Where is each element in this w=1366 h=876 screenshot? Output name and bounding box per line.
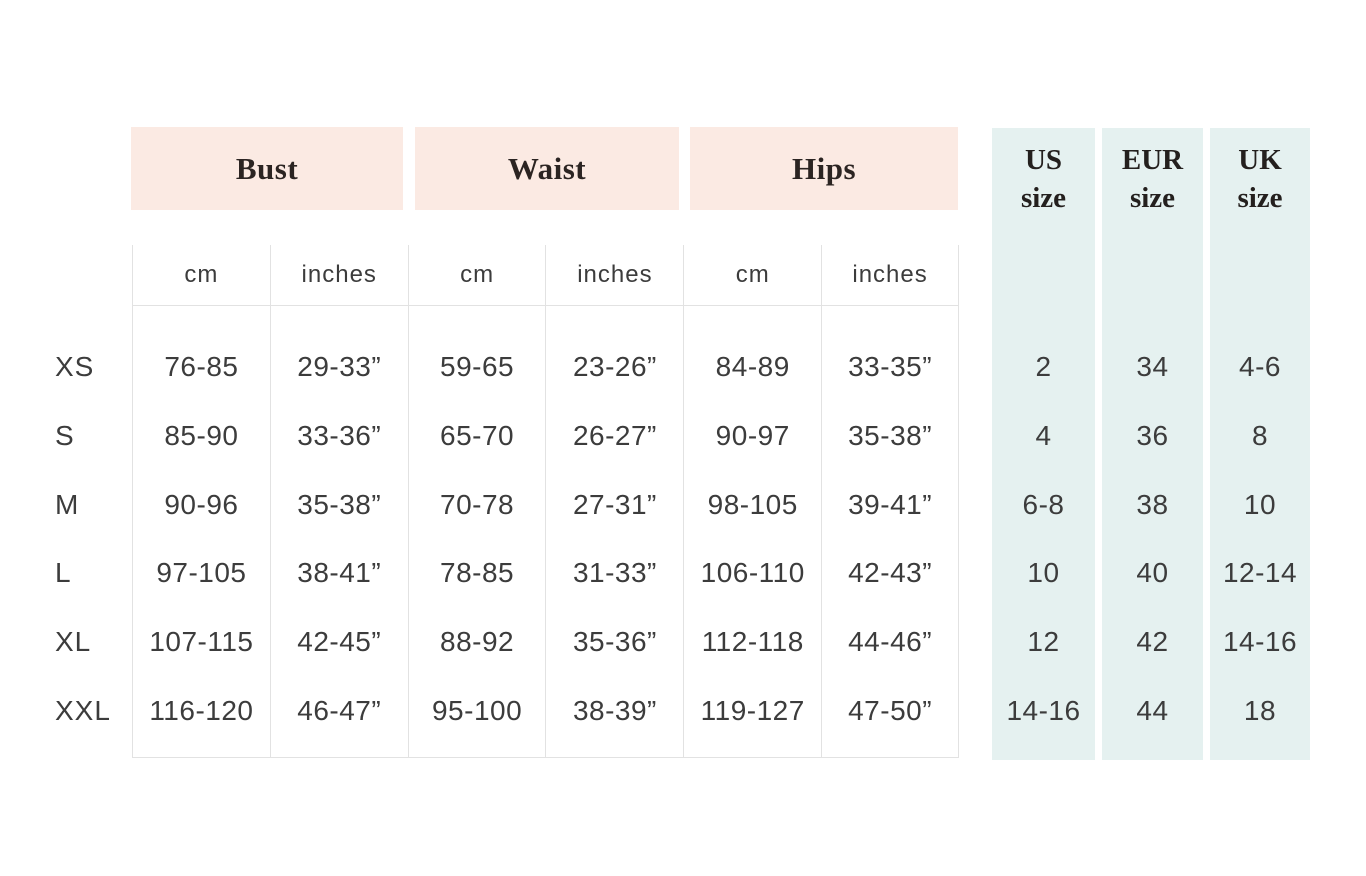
unit-header: inches	[271, 245, 408, 306]
table-cell: 42-43”	[848, 557, 933, 589]
table-cell: 10	[1243, 488, 1277, 520]
size-column-header-eur	[1102, 128, 1203, 217]
size-column-eur	[1102, 128, 1203, 760]
size-column-values-us	[992, 333, 1095, 745]
size-column-header-line1: EUR	[1121, 144, 1184, 176]
table-cell: 12-14	[1222, 557, 1298, 589]
table-cell: 42	[1136, 626, 1169, 658]
size-column-uk	[1210, 128, 1310, 760]
table-cell: 38	[1136, 488, 1169, 520]
group-header-hips: Hips	[690, 127, 958, 210]
table-cell: 84-89	[715, 351, 790, 383]
table-cell: 90-97	[715, 420, 790, 452]
table-cell: 88-92	[440, 626, 515, 658]
size-column-header-line1: US	[1024, 144, 1063, 176]
size-column-values-uk	[1210, 333, 1310, 745]
unit-header: cm	[409, 245, 546, 306]
unit-header: cm	[133, 245, 270, 306]
column-bust-cm	[132, 245, 270, 757]
table-cell: 38-39”	[572, 694, 657, 726]
table-cell: 8	[1251, 420, 1269, 452]
table-cell: 35-38”	[297, 488, 382, 520]
size-label-m: M	[55, 488, 80, 520]
table-cell: 31-33”	[572, 557, 657, 589]
size-column-header-line2: size	[1129, 182, 1176, 214]
table-cell: 85-90	[164, 420, 239, 452]
group-header-waist: Waist	[415, 127, 679, 210]
size-label-column	[55, 333, 131, 745]
size-label-l: L	[55, 557, 72, 589]
column-hips-inches	[821, 245, 959, 757]
table-cell: 4	[1035, 420, 1052, 452]
group-header-bust: Bust	[131, 127, 403, 210]
table-cell: 35-36”	[572, 626, 657, 658]
unit-header: inches	[822, 245, 958, 306]
table-cell: 39-41”	[848, 488, 933, 520]
size-column-values-eur	[1102, 333, 1203, 745]
table-cell: 95-100	[431, 694, 523, 726]
table-cell: 26-27”	[572, 420, 657, 452]
size-label-xl: XL	[55, 626, 92, 658]
table-cell: 14-16	[1006, 694, 1081, 726]
table-cell: 42-45”	[297, 626, 382, 658]
table-cell: 36	[1136, 420, 1169, 452]
size-column-header-us	[992, 128, 1095, 217]
unit-header: inches	[546, 245, 683, 306]
table-cell: 23-26”	[572, 351, 657, 383]
size-label-xxl: XXL	[55, 694, 111, 726]
table-cell: 112-118	[701, 626, 804, 658]
table-cell: 116-120	[149, 694, 254, 726]
table-cell: 33-36”	[297, 420, 382, 452]
column-hips-cm	[683, 245, 821, 757]
table-cell: 4-6	[1239, 351, 1281, 383]
table-cell: 10	[1027, 557, 1060, 589]
column-waist-inches	[545, 245, 683, 757]
table-cell: 38-41”	[297, 557, 382, 589]
table-cell: 90-96	[164, 488, 239, 520]
table-cell: 6-8	[1022, 488, 1065, 520]
column-bust-inches	[270, 245, 408, 757]
size-column-header-line2: size	[1237, 182, 1283, 214]
table-cell: 35-38”	[848, 420, 933, 452]
table-cell: 78-85	[440, 557, 515, 589]
table-cell: 44-46”	[848, 626, 933, 658]
table-cell: 34	[1136, 351, 1169, 383]
table-cell: 47-50”	[848, 694, 933, 726]
table-cell: 14-16	[1222, 626, 1298, 658]
table-cell: 59-65	[440, 351, 515, 383]
table-cell: 106-110	[700, 557, 805, 589]
table-cell: 119-127	[700, 694, 805, 726]
table-cell: 27-31”	[572, 488, 657, 520]
table-cell: 46-47”	[297, 694, 382, 726]
size-column-header-line1: UK	[1238, 144, 1282, 176]
table-cell: 2	[1035, 351, 1052, 383]
table-cell: 107-115	[149, 626, 254, 658]
table-cell: 18	[1243, 694, 1277, 726]
size-column-header-uk	[1210, 128, 1310, 217]
column-waist-cm	[408, 245, 546, 757]
table-cell: 12	[1027, 626, 1060, 658]
size-label-s: S	[55, 420, 75, 452]
size-label-xs: XS	[55, 351, 95, 383]
table-cell: 40	[1136, 557, 1169, 589]
table-cell: 33-35”	[848, 351, 933, 383]
table-cell: 97-105	[156, 557, 247, 589]
size-column-us	[992, 128, 1095, 760]
table-cell: 70-78	[440, 488, 515, 520]
table-cell: 98-105	[707, 488, 798, 520]
table-cell: 29-33”	[297, 351, 382, 383]
table-cell: 65-70	[440, 420, 515, 452]
table-cell: 44	[1136, 694, 1169, 726]
measurement-grid	[132, 245, 959, 758]
size-column-header-line2: size	[1020, 182, 1067, 214]
table-cell: 76-85	[164, 351, 239, 383]
unit-header: cm	[684, 245, 821, 306]
